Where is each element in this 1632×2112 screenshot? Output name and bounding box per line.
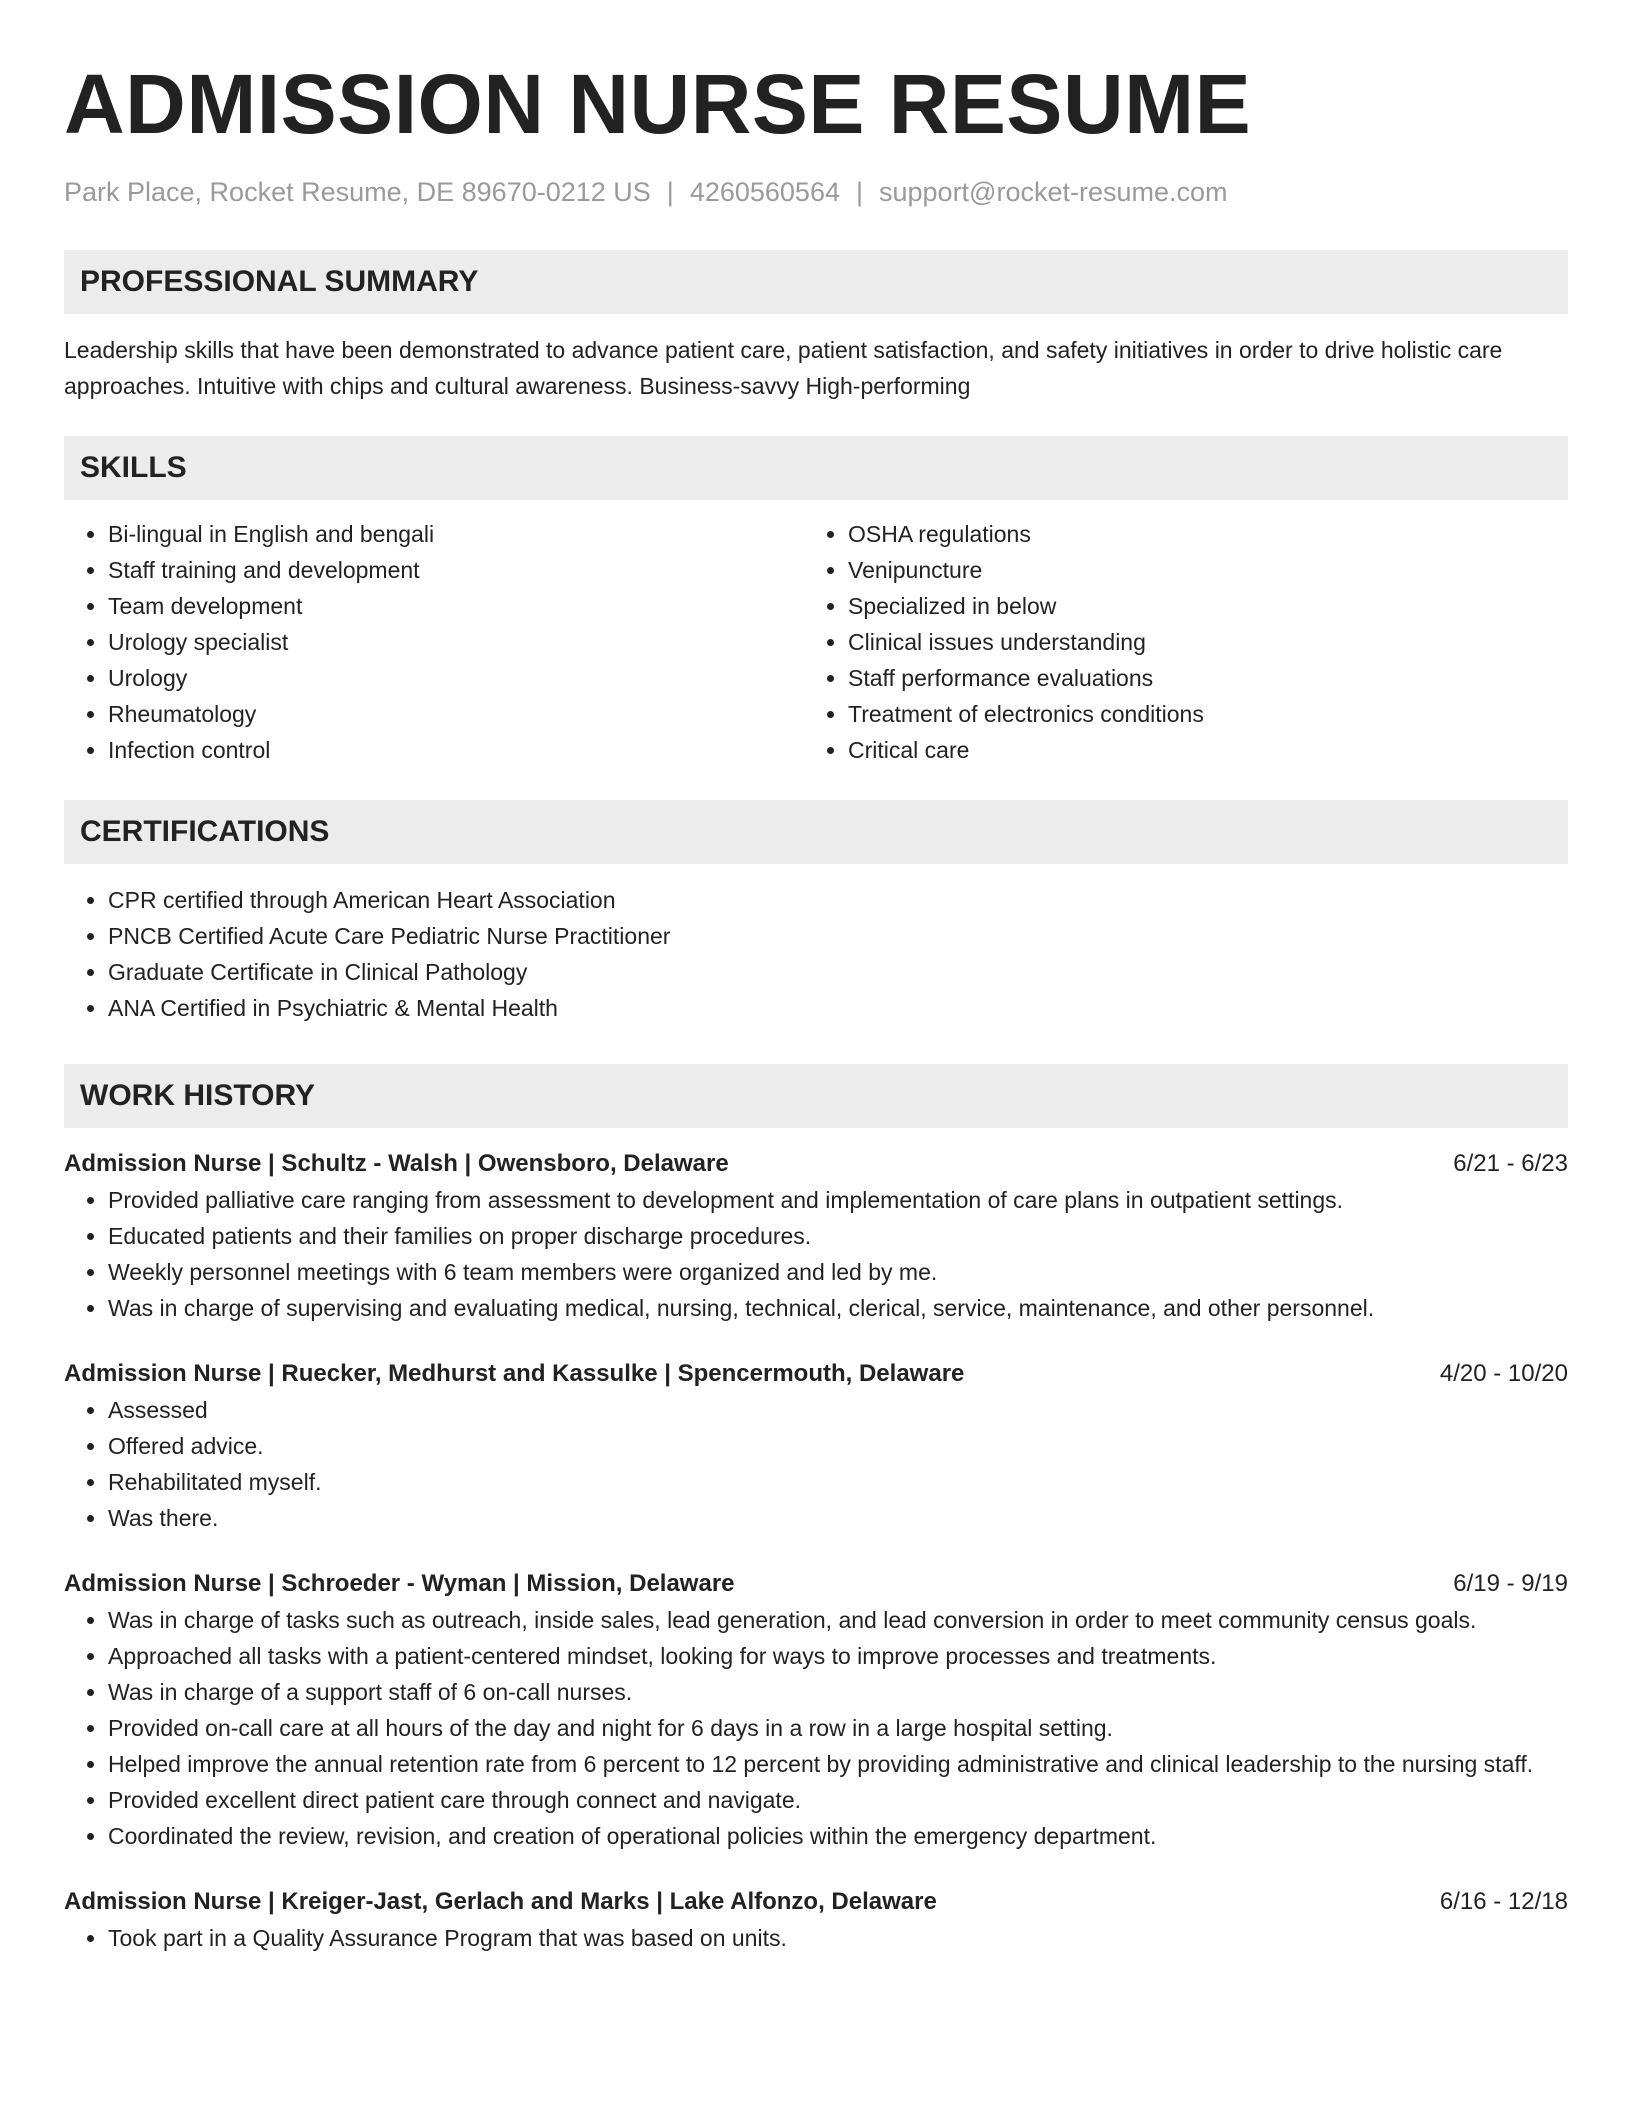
skill-item: • Venipuncture (848, 552, 1544, 588)
job-bullets (64, 1392, 1568, 1536)
job-bullet: • Educated patients and their families on proper discharge procedures. (108, 1218, 1568, 1254)
job-header (64, 1884, 1568, 1920)
certification-item: • PNCB Certified Acute Care Pediatric Nurse Practitioner (108, 918, 1568, 954)
job-bullet: • Was there. (108, 1500, 1568, 1536)
section-header-summary: PROFESSIONAL SUMMARY (64, 250, 1568, 314)
job-heading: Admission Nurse | Schroeder - Wyman | Mission, Delaware (64, 1570, 735, 1597)
job-bullet: • Offered advice. (108, 1428, 1568, 1464)
skills-list-left (64, 516, 804, 768)
skill-item: • Bi-lingual in English and bengali (108, 516, 804, 552)
section-header-certifications: CERTIFICATIONS (64, 800, 1568, 864)
job-header (64, 1566, 1568, 1602)
skill-item: • Critical care (848, 732, 1544, 768)
contact-separator: | (666, 177, 674, 207)
job-entry (64, 1566, 1568, 1854)
certifications-list (64, 882, 1568, 1026)
job-bullet: • Provided palliative care ranging from assessment to development and implementation of care plans in outpatient settings. (108, 1182, 1568, 1218)
job-header (64, 1146, 1568, 1182)
section-header-skills: SKILLS (64, 436, 1568, 500)
skill-item: • Urology specialist (108, 624, 804, 660)
contact-phone: 4260560564 (689, 177, 840, 207)
contact-email: support@rocket-resume.com (879, 177, 1228, 207)
job-bullet: • Approached all tasks with a patient-centered mindset, looking for ways to improve processes and treatments. (108, 1638, 1568, 1674)
certification-item: • ANA Certified in Psychiatric & Mental Health (108, 990, 1568, 1026)
job-bullet: • Was in charge of supervising and evaluating medical, nursing, technical, clerical, service, maintenance, and other personnel. (108, 1290, 1568, 1326)
job-bullet: • Was in charge of tasks such as outreach, inside sales, lead generation, and lead conversion in order to meet community census goals. (108, 1602, 1568, 1638)
job-bullet: • Helped improve the annual retention rate from 6 percent to 12 percent by providing administrative and clinical leadership to the nursing staff. (108, 1746, 1568, 1782)
skill-item: • Clinical issues understanding (848, 624, 1544, 660)
job-heading: Admission Nurse | Kreiger-Jast, Gerlach and Marks | Lake Alfonzo, Delaware (64, 1888, 937, 1915)
resume-title: ADMISSION NURSE RESUME (64, 57, 1252, 151)
contact-line (64, 174, 1568, 210)
skill-item: • Team development (108, 588, 804, 624)
skill-item: • Staff training and development (108, 552, 804, 588)
job-bullet: • Weekly personnel meetings with 6 team members were organized and led by me. (108, 1254, 1568, 1290)
job-entry (64, 1146, 1568, 1326)
job-dates: 6/21 - 6/23 (1453, 1150, 1568, 1177)
job-entry (64, 1884, 1568, 1956)
summary-text: Leadership skills that have been demonstrated to advance patient care, patient satisfaction, and safety initiatives in order to drive holistic care approaches. Intuitive with chips and cultural awareness. Business-savvy High-performing (64, 337, 1503, 399)
job-bullet: • Assessed (108, 1392, 1568, 1428)
job-entry (64, 1356, 1568, 1536)
skills-column-left (64, 516, 804, 768)
skill-item: • Staff performance evaluations (848, 660, 1544, 696)
job-bullets (64, 1920, 1568, 1956)
job-dates: 6/19 - 9/19 (1453, 1570, 1568, 1597)
job-bullet: • Provided on-call care at all hours of the day and night for 6 days in a row in a large hospital setting. (108, 1710, 1568, 1746)
section-header-work-history: WORK HISTORY (64, 1064, 1568, 1128)
job-dates: 6/16 - 12/18 (1439, 1888, 1568, 1915)
job-heading: Admission Nurse | Schultz - Walsh | Owensboro, Delaware (64, 1150, 729, 1177)
skill-item: • OSHA regulations (848, 516, 1544, 552)
job-bullet: • Was in charge of a support staff of 6 on-call nurses. (108, 1674, 1568, 1710)
job-header (64, 1356, 1568, 1392)
job-bullet: • Took part in a Quality Assurance Program that was based on units. (108, 1920, 1568, 1956)
job-heading: Admission Nurse | Ruecker, Medhurst and Kassulke | Spencermouth, Delaware (64, 1360, 965, 1387)
certification-item: • Graduate Certificate in Clinical Pathology (108, 954, 1568, 990)
skill-item: • Treatment of electronics conditions (848, 696, 1544, 732)
job-bullets (64, 1602, 1568, 1854)
job-dates: 4/20 - 10/20 (1439, 1360, 1568, 1387)
skills-columns (64, 516, 1568, 768)
job-bullet: • Rehabilitated myself. (108, 1464, 1568, 1500)
job-bullet: • Provided excellent direct patient care through connect and navigate. (108, 1782, 1568, 1818)
skill-item: • Urology (108, 660, 804, 696)
contact-separator: | (855, 177, 863, 207)
skill-item: • Infection control (108, 732, 804, 768)
job-bullets (64, 1182, 1568, 1326)
skills-list-right (804, 516, 1544, 768)
certification-item: • CPR certified through American Heart Association (108, 882, 1568, 918)
skills-column-right (804, 516, 1544, 768)
skill-item: • Rheumatology (108, 696, 804, 732)
skill-item: • Specialized in below (848, 588, 1544, 624)
job-bullet: • Coordinated the review, revision, and creation of operational policies within the emergency department. (108, 1818, 1568, 1854)
contact-address: Park Place, Rocket Resume, DE 89670-0212 US (64, 177, 651, 207)
